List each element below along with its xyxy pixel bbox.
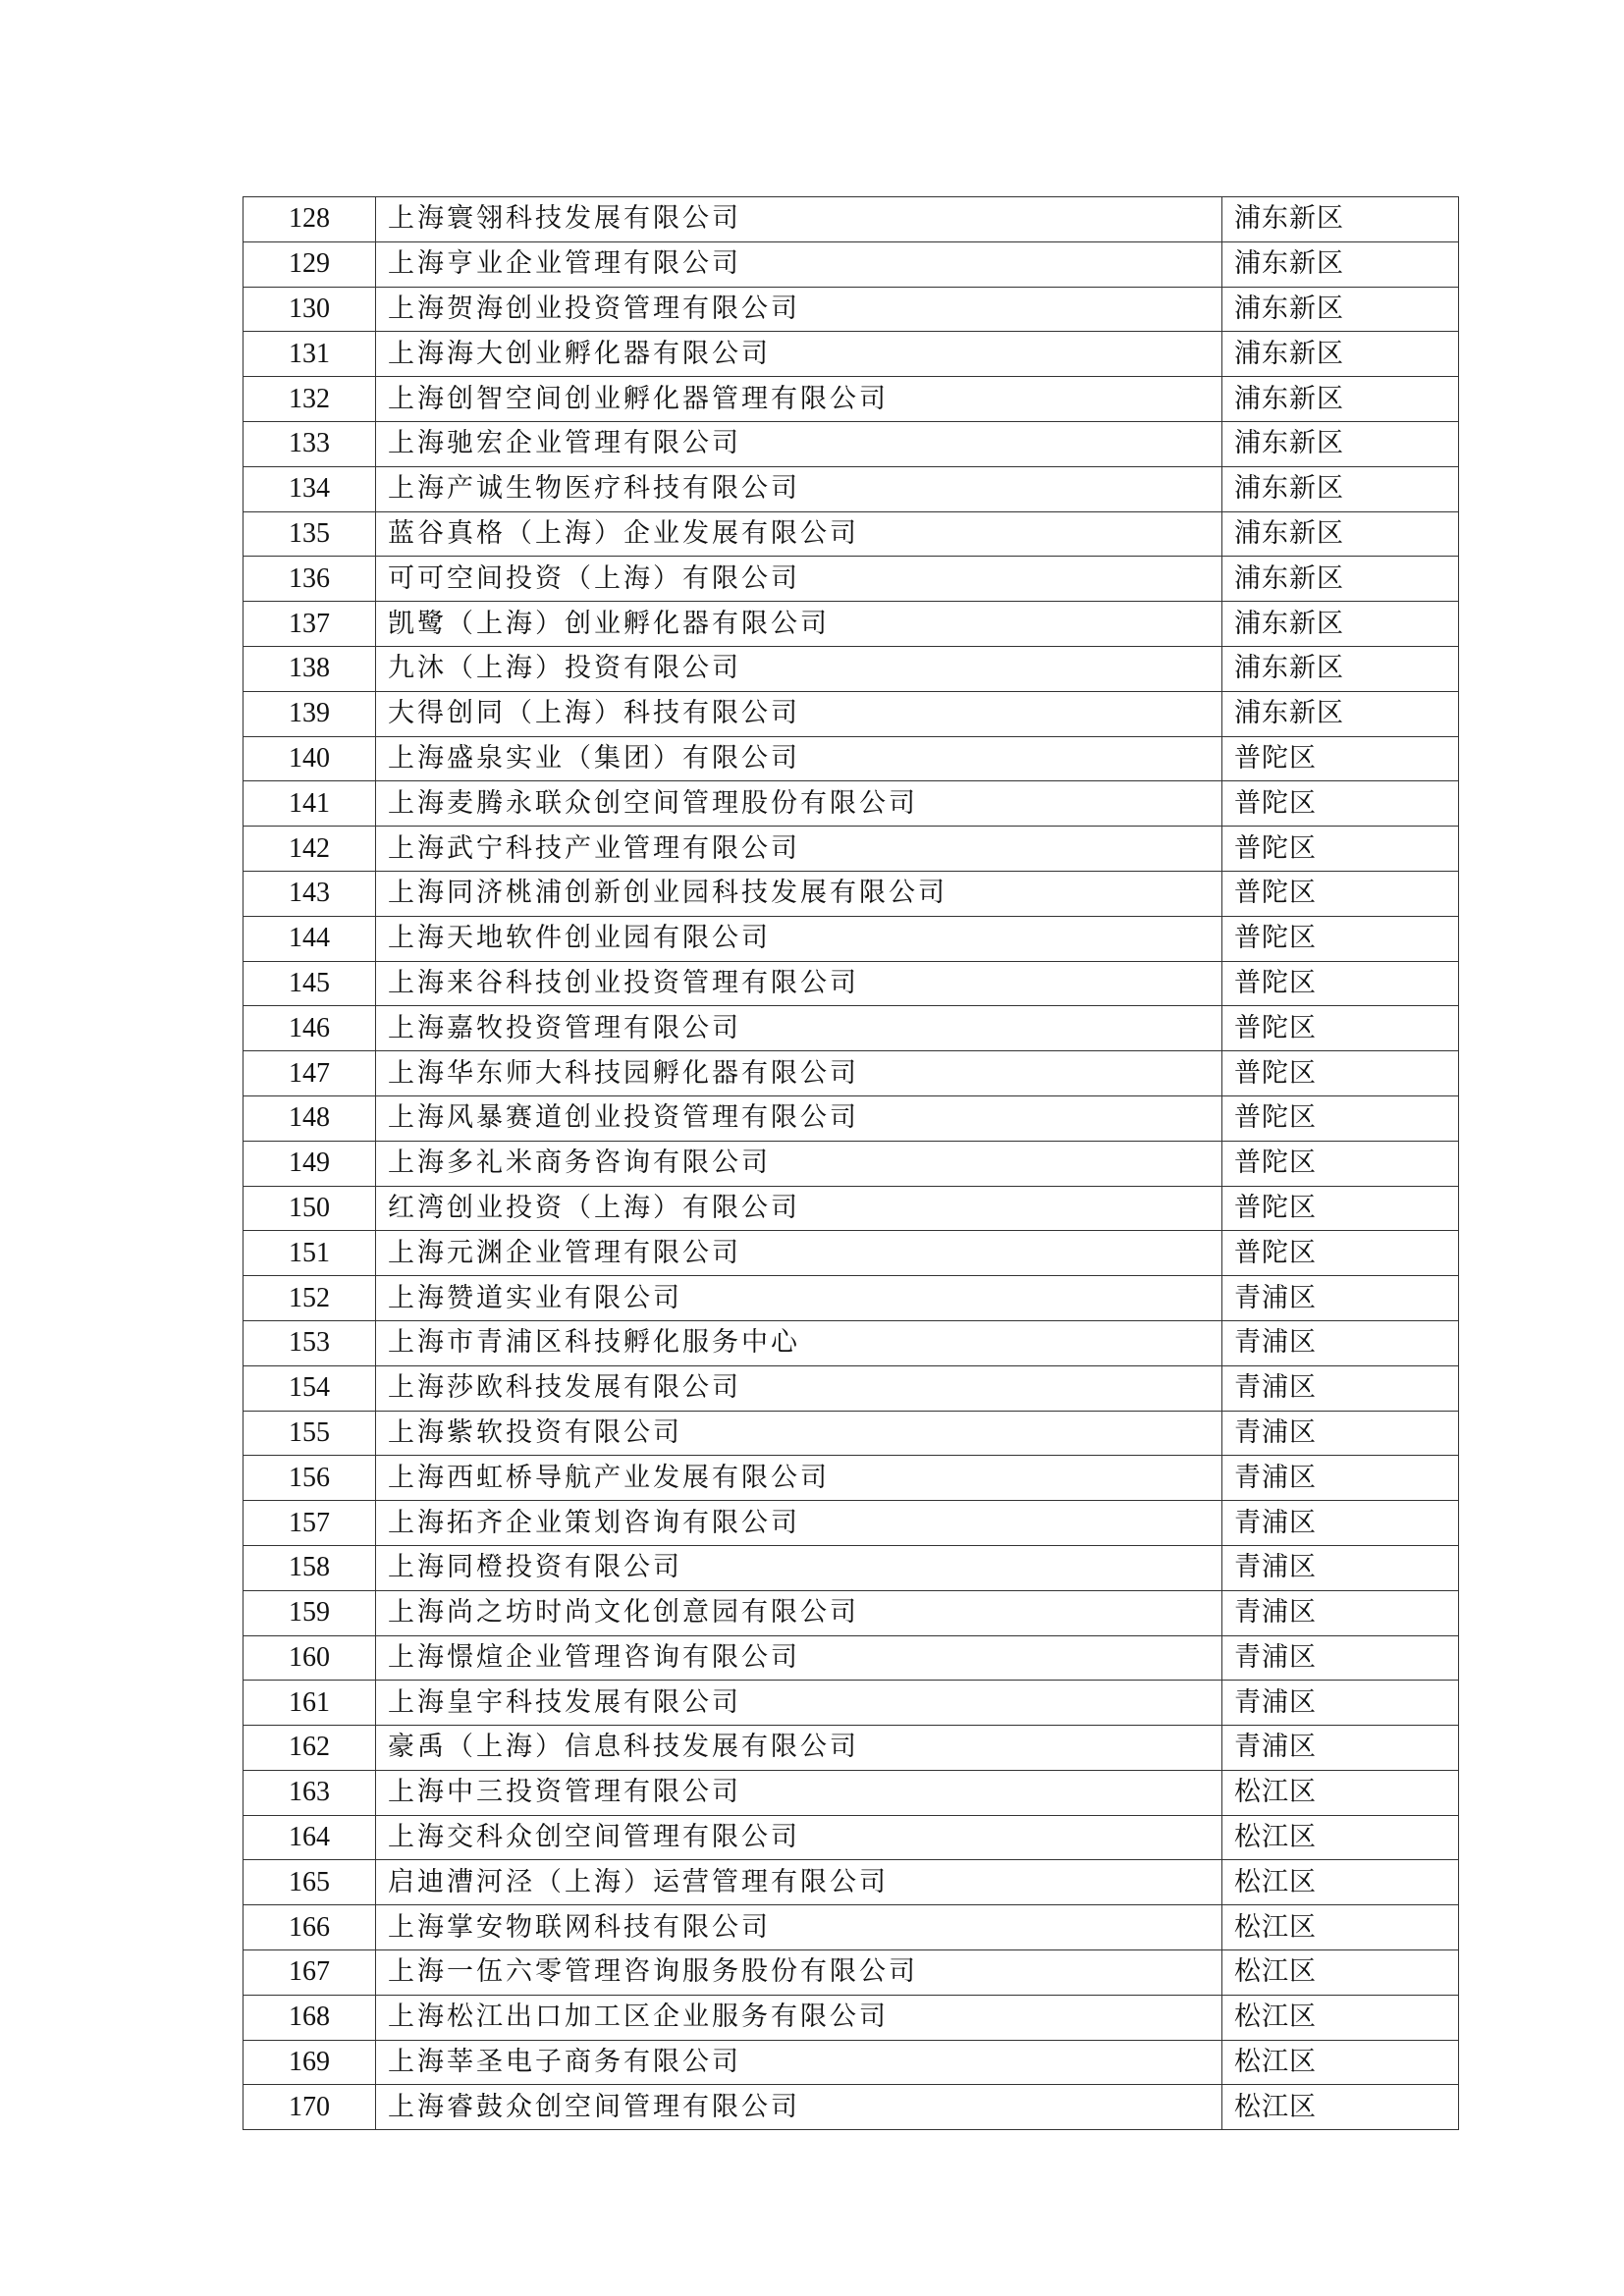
company-name: 上海交科众创空间管理有限公司 xyxy=(376,1815,1222,1860)
company-name: 上海紫软投资有限公司 xyxy=(376,1411,1222,1456)
district-name: 普陀区 xyxy=(1222,1051,1459,1096)
row-number: 151 xyxy=(244,1231,376,1276)
table-row xyxy=(244,736,1459,781)
company-name: 红湾创业投资（上海）有限公司 xyxy=(376,1186,1222,1231)
table-row xyxy=(244,871,1459,916)
table-row xyxy=(244,1006,1459,1051)
company-name: 上海风暴赛道创业投资管理有限公司 xyxy=(376,1095,1222,1141)
district-name: 普陀区 xyxy=(1222,1095,1459,1141)
company-name: 启迪漕河泾（上海）运营管理有限公司 xyxy=(376,1860,1222,1905)
row-number: 153 xyxy=(244,1320,376,1365)
company-name: 上海松江出口加工区企业服务有限公司 xyxy=(376,1995,1222,2040)
table-row xyxy=(244,332,1459,377)
row-number: 158 xyxy=(244,1545,376,1590)
table-row xyxy=(244,197,1459,242)
row-number: 169 xyxy=(244,2040,376,2085)
row-number: 170 xyxy=(244,2085,376,2130)
company-name: 上海盛泉实业（集团）有限公司 xyxy=(376,736,1222,781)
district-name: 青浦区 xyxy=(1222,1456,1459,1501)
table-row xyxy=(244,961,1459,1006)
table-row xyxy=(244,1905,1459,1950)
district-name: 青浦区 xyxy=(1222,1681,1459,1726)
company-name: 上海皇宇科技发展有限公司 xyxy=(376,1681,1222,1726)
row-number: 139 xyxy=(244,691,376,736)
table-row xyxy=(244,1545,1459,1590)
row-number: 135 xyxy=(244,511,376,557)
table-row xyxy=(244,241,1459,287)
district-name: 普陀区 xyxy=(1222,871,1459,916)
district-name: 青浦区 xyxy=(1222,1590,1459,1635)
district-name: 青浦区 xyxy=(1222,1276,1459,1321)
company-name: 上海市青浦区科技孵化服务中心 xyxy=(376,1320,1222,1365)
district-name: 松江区 xyxy=(1222,2040,1459,2085)
company-name: 上海同橙投资有限公司 xyxy=(376,1545,1222,1590)
row-number: 128 xyxy=(244,197,376,242)
company-name: 上海嘉牧投资管理有限公司 xyxy=(376,1006,1222,1051)
company-name: 上海中三投资管理有限公司 xyxy=(376,1770,1222,1815)
row-number: 164 xyxy=(244,1815,376,1860)
company-name: 上海拓齐企业策划咨询有限公司 xyxy=(376,1501,1222,1546)
table-row xyxy=(244,1365,1459,1411)
district-name: 青浦区 xyxy=(1222,1501,1459,1546)
row-number: 159 xyxy=(244,1590,376,1635)
district-name: 青浦区 xyxy=(1222,1726,1459,1771)
district-name: 普陀区 xyxy=(1222,781,1459,827)
row-number: 145 xyxy=(244,961,376,1006)
district-name: 松江区 xyxy=(1222,1905,1459,1950)
district-name: 浦东新区 xyxy=(1222,377,1459,422)
table-row xyxy=(244,1231,1459,1276)
row-number: 166 xyxy=(244,1905,376,1950)
company-name: 上海麦腾永联众创空间管理股份有限公司 xyxy=(376,781,1222,827)
district-name: 浦东新区 xyxy=(1222,332,1459,377)
table-row xyxy=(244,1186,1459,1231)
table-row xyxy=(244,1320,1459,1365)
company-name: 上海天地软件创业园有限公司 xyxy=(376,916,1222,961)
table-row xyxy=(244,421,1459,466)
table-row xyxy=(244,1681,1459,1726)
company-name: 上海同济桃浦创新创业园科技发展有限公司 xyxy=(376,871,1222,916)
table-row xyxy=(244,827,1459,872)
row-number: 165 xyxy=(244,1860,376,1905)
company-name: 上海亨业企业管理有限公司 xyxy=(376,241,1222,287)
table-row xyxy=(244,602,1459,647)
table-row xyxy=(244,1411,1459,1456)
district-name: 浦东新区 xyxy=(1222,421,1459,466)
district-name: 青浦区 xyxy=(1222,1365,1459,1411)
district-name: 普陀区 xyxy=(1222,1141,1459,1186)
row-number: 132 xyxy=(244,377,376,422)
district-name: 浦东新区 xyxy=(1222,241,1459,287)
company-name: 上海赞道实业有限公司 xyxy=(376,1276,1222,1321)
district-name: 浦东新区 xyxy=(1222,691,1459,736)
table-row xyxy=(244,466,1459,511)
company-name: 上海来谷科技创业投资管理有限公司 xyxy=(376,961,1222,1006)
company-name: 上海华东师大科技园孵化器有限公司 xyxy=(376,1051,1222,1096)
row-number: 157 xyxy=(244,1501,376,1546)
district-name: 浦东新区 xyxy=(1222,646,1459,691)
district-name: 普陀区 xyxy=(1222,736,1459,781)
table-row xyxy=(244,1815,1459,1860)
row-number: 137 xyxy=(244,602,376,647)
company-name: 上海贺海创业投资管理有限公司 xyxy=(376,287,1222,332)
company-name: 豪禹（上海）信息科技发展有限公司 xyxy=(376,1726,1222,1771)
district-name: 青浦区 xyxy=(1222,1545,1459,1590)
district-name: 浦东新区 xyxy=(1222,466,1459,511)
company-name: 上海多礼米商务咨询有限公司 xyxy=(376,1141,1222,1186)
district-name: 普陀区 xyxy=(1222,961,1459,1006)
district-name: 普陀区 xyxy=(1222,916,1459,961)
row-number: 167 xyxy=(244,1950,376,1996)
district-name: 松江区 xyxy=(1222,1815,1459,1860)
table-row xyxy=(244,1995,1459,2040)
district-name: 浦东新区 xyxy=(1222,511,1459,557)
row-number: 149 xyxy=(244,1141,376,1186)
row-number: 143 xyxy=(244,871,376,916)
table-row xyxy=(244,1635,1459,1681)
company-name: 上海武宁科技产业管理有限公司 xyxy=(376,827,1222,872)
district-name: 浦东新区 xyxy=(1222,287,1459,332)
incubator-list-table xyxy=(243,196,1459,2130)
company-name: 大得创同（上海）科技有限公司 xyxy=(376,691,1222,736)
district-name: 普陀区 xyxy=(1222,1186,1459,1231)
company-name: 上海一伍六零管理咨询服务股份有限公司 xyxy=(376,1950,1222,1996)
row-number: 160 xyxy=(244,1635,376,1681)
company-name: 上海海大创业孵化器有限公司 xyxy=(376,332,1222,377)
district-name: 松江区 xyxy=(1222,1770,1459,1815)
row-number: 141 xyxy=(244,781,376,827)
row-number: 130 xyxy=(244,287,376,332)
company-name: 凯鹭（上海）创业孵化器有限公司 xyxy=(376,602,1222,647)
row-number: 156 xyxy=(244,1456,376,1501)
table-row xyxy=(244,1770,1459,1815)
table-row xyxy=(244,1860,1459,1905)
row-number: 140 xyxy=(244,736,376,781)
table-row xyxy=(244,1141,1459,1186)
district-name: 松江区 xyxy=(1222,1995,1459,2040)
row-number: 146 xyxy=(244,1006,376,1051)
table-row xyxy=(244,1051,1459,1096)
table-row xyxy=(244,691,1459,736)
row-number: 163 xyxy=(244,1770,376,1815)
table-row xyxy=(244,1276,1459,1321)
district-name: 青浦区 xyxy=(1222,1320,1459,1365)
row-number: 129 xyxy=(244,241,376,287)
table-row xyxy=(244,2085,1459,2130)
district-name: 普陀区 xyxy=(1222,1006,1459,1051)
row-number: 138 xyxy=(244,646,376,691)
table-body xyxy=(244,197,1459,2130)
company-name: 上海莎欧科技发展有限公司 xyxy=(376,1365,1222,1411)
table-row xyxy=(244,1590,1459,1635)
row-number: 133 xyxy=(244,421,376,466)
table-row xyxy=(244,781,1459,827)
company-name: 上海产诚生物医疗科技有限公司 xyxy=(376,466,1222,511)
table-row xyxy=(244,377,1459,422)
table-row xyxy=(244,557,1459,602)
table-row xyxy=(244,1095,1459,1141)
company-name: 可可空间投资（上海）有限公司 xyxy=(376,557,1222,602)
table-row xyxy=(244,1456,1459,1501)
district-name: 普陀区 xyxy=(1222,827,1459,872)
company-name: 上海尚之坊时尚文化创意园有限公司 xyxy=(376,1590,1222,1635)
district-name: 浦东新区 xyxy=(1222,557,1459,602)
table-row xyxy=(244,1950,1459,1996)
row-number: 147 xyxy=(244,1051,376,1096)
table-row xyxy=(244,2040,1459,2085)
company-name: 上海掌安物联网科技有限公司 xyxy=(376,1905,1222,1950)
table-row xyxy=(244,1726,1459,1771)
row-number: 136 xyxy=(244,557,376,602)
table-row xyxy=(244,646,1459,691)
company-name: 上海西虹桥导航产业发展有限公司 xyxy=(376,1456,1222,1501)
row-number: 144 xyxy=(244,916,376,961)
district-name: 松江区 xyxy=(1222,2085,1459,2130)
company-name: 上海寰翎科技发展有限公司 xyxy=(376,197,1222,242)
row-number: 142 xyxy=(244,827,376,872)
district-name: 浦东新区 xyxy=(1222,197,1459,242)
company-name: 上海憬煊企业管理咨询有限公司 xyxy=(376,1635,1222,1681)
row-number: 134 xyxy=(244,466,376,511)
row-number: 162 xyxy=(244,1726,376,1771)
district-name: 青浦区 xyxy=(1222,1411,1459,1456)
table-row xyxy=(244,916,1459,961)
table-row xyxy=(244,287,1459,332)
district-name: 浦东新区 xyxy=(1222,602,1459,647)
district-name: 松江区 xyxy=(1222,1950,1459,1996)
table-row xyxy=(244,1501,1459,1546)
row-number: 150 xyxy=(244,1186,376,1231)
row-number: 161 xyxy=(244,1681,376,1726)
row-number: 155 xyxy=(244,1411,376,1456)
district-name: 普陀区 xyxy=(1222,1231,1459,1276)
company-name: 上海睿鼓众创空间管理有限公司 xyxy=(376,2085,1222,2130)
company-name: 上海莘圣电子商务有限公司 xyxy=(376,2040,1222,2085)
district-name: 青浦区 xyxy=(1222,1635,1459,1681)
row-number: 148 xyxy=(244,1095,376,1141)
row-number: 168 xyxy=(244,1995,376,2040)
row-number: 152 xyxy=(244,1276,376,1321)
company-name: 九沐（上海）投资有限公司 xyxy=(376,646,1222,691)
company-name: 上海创智空间创业孵化器管理有限公司 xyxy=(376,377,1222,422)
company-name: 上海元渊企业管理有限公司 xyxy=(376,1231,1222,1276)
district-name: 松江区 xyxy=(1222,1860,1459,1905)
table-row xyxy=(244,511,1459,557)
row-number: 154 xyxy=(244,1365,376,1411)
company-name: 蓝谷真格（上海）企业发展有限公司 xyxy=(376,511,1222,557)
company-name: 上海驰宏企业管理有限公司 xyxy=(376,421,1222,466)
row-number: 131 xyxy=(244,332,376,377)
